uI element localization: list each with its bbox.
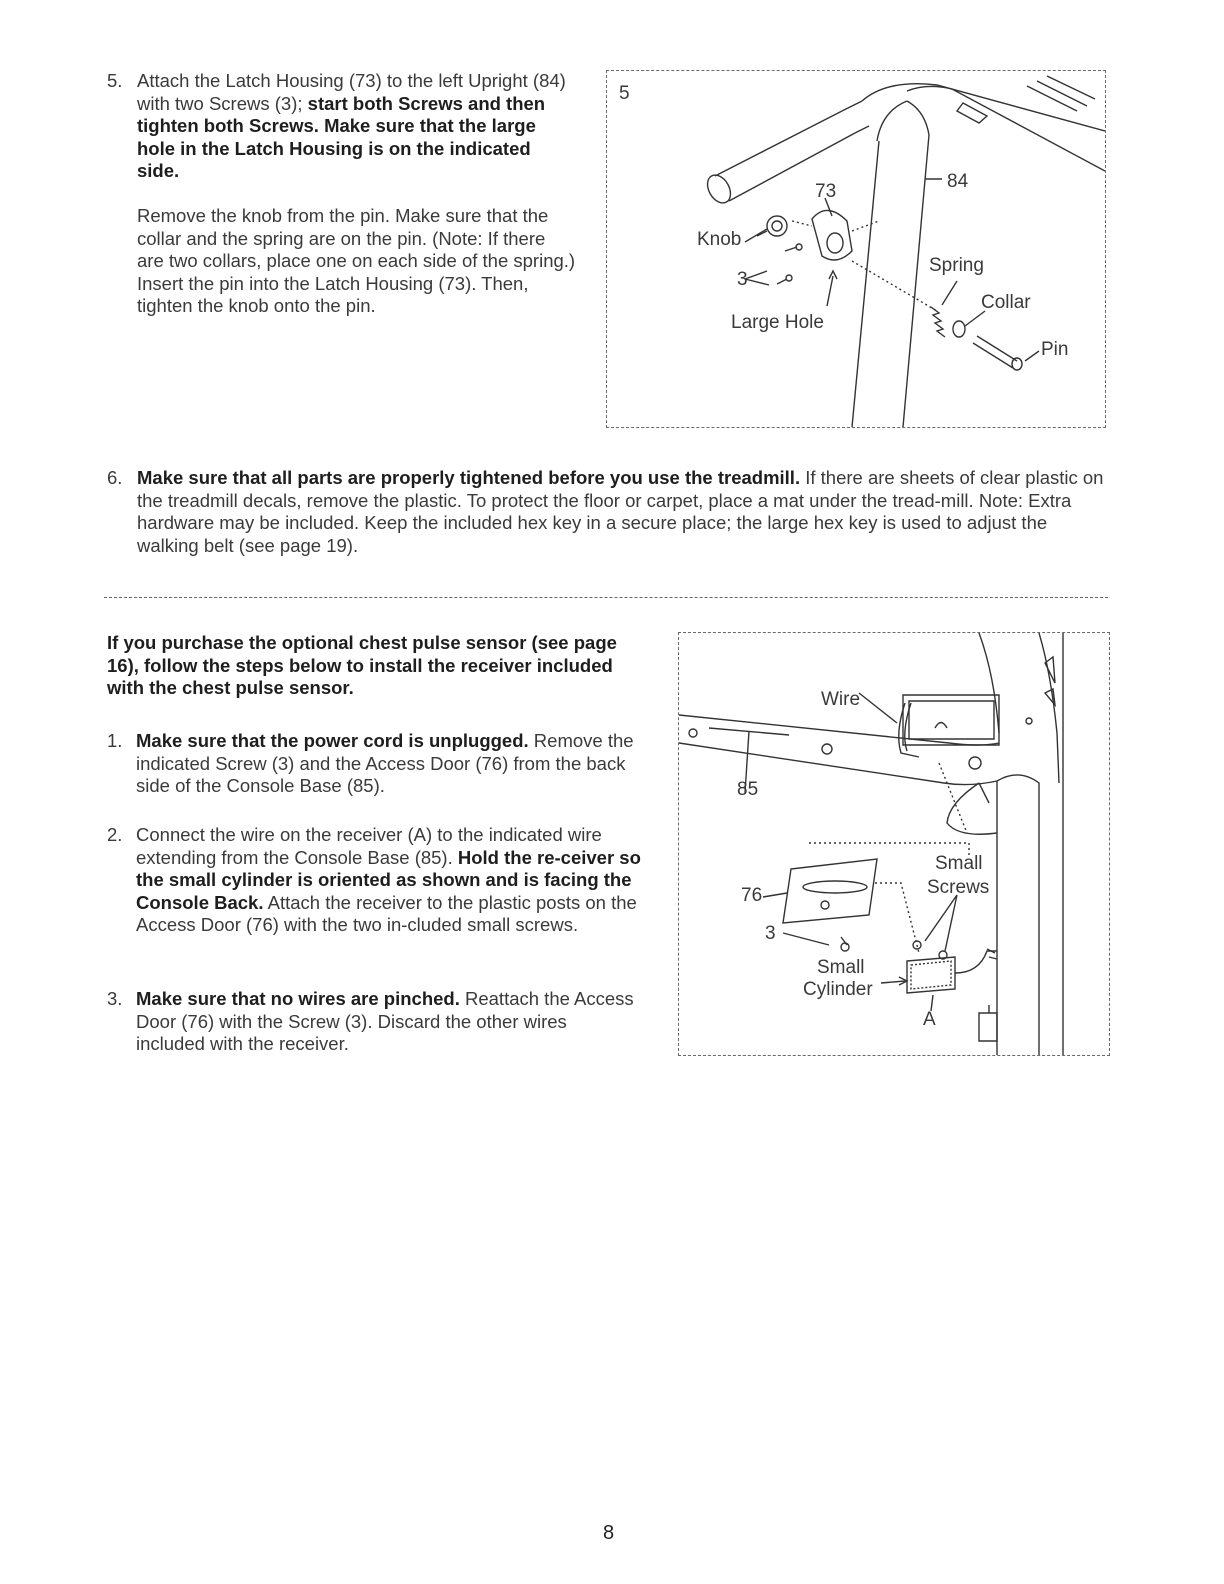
step-5-instruction <box>137 70 577 183</box>
step-5-bold: start both Screws and then tighten both Screws. Make sure that the large hole in the Latch Housing is on the indicated side. <box>137 92 546 182</box>
optional-step-3-text <box>136 988 636 1056</box>
label-85: 85 <box>737 779 759 800</box>
label-small-cylinder-line1: Small <box>817 957 865 978</box>
figure-receiver <box>678 632 1110 1056</box>
label-pin: Pin <box>1041 339 1069 360</box>
optional-step-1-bold: Make sure that the power cord is unplugged. <box>136 730 529 751</box>
optional-step-2-bold: Hold the re-ceiver so the small cylinder is oriented as shown and is facing the Console Back. <box>136 846 641 913</box>
optional-step-3-bold: Make sure that no wires are pinched. <box>136 988 460 1009</box>
label-76: 76 <box>741 885 763 906</box>
step-5-intro: Attach the Latch Housing (73) to the left Upright (84) with two Screws (3); <box>137 70 566 114</box>
optional-intro <box>107 632 617 700</box>
optional-intro-bold: If you purchase the optional chest pulse sensor (see page 16), follow the steps below to install the receiver included with the chest pulse sensor. <box>107 632 617 699</box>
page-number: 8 <box>603 1522 615 1544</box>
step-6-number: 6. <box>107 467 123 488</box>
optional-step-2-body-end: Attach the receiver to the plastic posts on the Access Door (76) with the two in-cluded small screws. <box>136 891 637 936</box>
step-6-bold: Make sure that all parts are properly tightened before you use the treadmill. <box>137 467 801 488</box>
step-5-note: Remove the knob from the pin. Make sure that the collar and the spring are on the pin. (Note: If there are two collars, place one on each side of the spring.) Insert the pin into the Latch Housing (73). Then, tighten the knob onto the pin. <box>137 204 576 317</box>
figure-step-5 <box>606 70 1106 428</box>
label-a: A <box>923 1009 936 1030</box>
label-large-hole: Large Hole <box>731 312 824 333</box>
label-small-screws-line1: Small <box>935 853 983 874</box>
label-73: 73 <box>815 181 837 202</box>
label-small-screws-line2: Screws <box>927 877 990 898</box>
label-3: 3 <box>765 923 776 944</box>
optional-step-3-number: 3. <box>107 988 123 1009</box>
figure-receiver-drawing <box>679 633 1109 1055</box>
optional-step-1-number: 1. <box>107 730 123 751</box>
label-3: 3 <box>737 269 748 290</box>
section-divider <box>104 597 1108 598</box>
step-5-text <box>137 70 577 318</box>
label-wire: Wire <box>821 689 861 710</box>
figure-step-number: 5 <box>619 83 630 104</box>
label-spring: Spring <box>929 255 984 276</box>
label-small-cylinder-line2: Cylinder <box>803 979 873 1000</box>
label-collar: Collar <box>981 292 1031 313</box>
step-5-number: 5. <box>107 70 123 91</box>
label-84: 84 <box>947 171 969 192</box>
optional-step-2-body-start: Connect the wire on the receiver (A) to the indicated wire extending from the Console Base (85). <box>136 824 602 868</box>
figure-step-5-drawing <box>607 71 1105 427</box>
step-6-text <box>137 467 1109 557</box>
optional-step-1-body: Remove the indicated Screw (3) and the Access Door (76) from the back side of the Console Base (85). <box>136 730 634 797</box>
label-knob: Knob <box>697 229 742 250</box>
optional-step-1-text <box>136 730 640 798</box>
step-6-body: If there are sheets of clear plastic on the treadmill decals, remove the plastic. To protect the floor or carpet, place a mat under the tread-mill. Note: Extra hardware may be included. Keep the included hex key in a secure place; the large hex key is used to adjust the walking belt (see page 19). <box>137 467 1104 556</box>
optional-step-3-body: Reattach the Access Door (76) with the Screw (3). Discard the other wires included with the receiver. <box>136 988 634 1055</box>
optional-step-2-text <box>136 824 646 937</box>
optional-step-2-number: 2. <box>107 824 123 845</box>
